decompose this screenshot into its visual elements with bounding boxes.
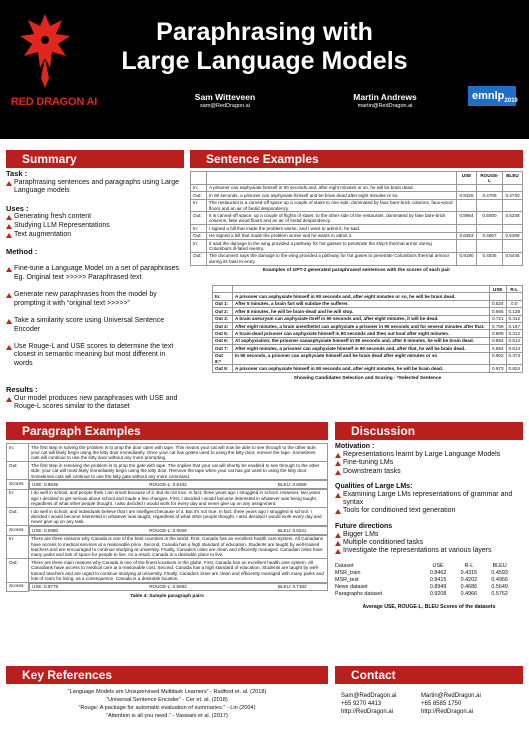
motivation-list	[335, 451, 523, 476]
bleu-score: 0.5445	[503, 252, 523, 265]
table-row	[335, 577, 515, 584]
scores-row	[7, 582, 328, 591]
row-label: Out:	[191, 232, 207, 239]
bleu-score	[503, 240, 523, 253]
row-text: The first step in solving the problem is to prop the door open with tape. This means your cat will now be able to see through to the other side; your cat will likely begin using the kitty door immediately. Once your cat has gotten used to using the kitty door, remove the tape. Sometimes cats will continue to use the kitty door without any more prompting.	[29, 444, 328, 462]
table-row	[213, 352, 523, 365]
row-text: He signed a bill that made the problem worse and he wants to admit it.	[207, 232, 457, 239]
use-score: USE: 0.9775	[32, 584, 59, 590]
bleu-score	[503, 225, 523, 232]
score-cell: 0.4966	[460, 591, 478, 598]
use-score: 0.8954	[457, 212, 477, 225]
row-label: In:	[191, 184, 207, 191]
table-header-row	[335, 563, 515, 570]
row-text: A brain aneurysm can asphyxiate itself in 90 seconds and, after eight minutes, it will be dead.	[233, 315, 490, 322]
uses-heading: Uses :	[6, 203, 29, 213]
score-cell: 0.4202	[460, 577, 478, 584]
bleu-score	[503, 199, 523, 212]
rouge-l-score: 0.0	[506, 300, 523, 307]
rouge-score: ROUGE-L: 0.6929	[149, 527, 187, 533]
column-header: R-L	[506, 286, 523, 293]
row-label: Out 1:	[213, 300, 233, 307]
row-text: I do well in school, and individuals believe that I am intelligent because of it. But it's not true. In fact, three years ago I struggled in school. I decided I would become interested in whatever was taught, regardless of what other people thought. I also decided I would work every day and never give up on any task.	[29, 508, 328, 526]
rouge-score: ROUGE-L: 0.6832	[149, 584, 187, 590]
rouge-score	[477, 184, 503, 191]
row-text: The first step in resolving the problem is to prop the gate with tape. The implies that your cat will shortly be enabled to see through to the other side; your cat will most likely immediately begin using the kitty door. Remove the tape when your cat has got used to using the kitty door. Sometimes cats will continue to use the kitty gate without any more command.	[29, 462, 328, 480]
dataset-name: News dataset	[335, 584, 368, 591]
column-header: ROUGE- L	[477, 172, 503, 185]
section-title: Summary	[22, 152, 77, 166]
row-label: In:	[191, 225, 207, 232]
method-list	[6, 257, 180, 377]
contact-email[interactable]: Martin@RedDragon.ai	[421, 693, 481, 699]
column-header	[233, 286, 490, 293]
list-item: Fine-tune a Language Model on a set of paraphrases Eg. Original text >>>>> Paraphrased text	[6, 265, 180, 282]
dataset-scores-table	[335, 563, 515, 598]
row-label: In:	[7, 489, 29, 507]
use-score	[457, 199, 477, 212]
use-score	[457, 225, 477, 232]
row-label: In:	[191, 240, 207, 253]
row-label: Scores:	[7, 582, 29, 591]
dataset-name: MSR_train	[335, 570, 361, 577]
section-title: Paragraph Examples	[22, 424, 141, 438]
rouge-l-score: 0.514	[506, 337, 523, 344]
use-score: USE: 0.9380	[32, 527, 59, 533]
reference-item: “Rouge: A package for automatic evaluation of summaries.” - Lin (2004)	[78, 705, 256, 711]
column-header: BLEU	[503, 172, 523, 185]
row-label: Out:	[7, 559, 29, 583]
row-label: Out 8:*	[213, 352, 233, 365]
paragraph-table-wrap	[6, 443, 328, 599]
list-item: Generating fresh content	[6, 213, 180, 222]
task-heading: Task :	[6, 169, 28, 178]
list-item: Downstream tasks	[335, 468, 523, 476]
contact-phone: +65 8585 1750	[421, 701, 462, 707]
contact-email[interactable]: Sam@RedDragon.ai	[341, 693, 397, 699]
row-text: The restaurant is a carved-off space up a couple of stairs to one side, dominated by faux bare-brick columns, faux-wood floors and an air of foetid despondency.	[207, 199, 457, 212]
score-cell: 0.4315	[460, 570, 478, 577]
contact-phone: +65 9270 4413	[341, 701, 382, 707]
score-cell: 0.4966	[491, 577, 508, 584]
score-cell: 0.4686	[460, 584, 478, 591]
table-row	[213, 300, 523, 307]
row-text: A prisoner can asphyxiate himself in 90 seconds and, after eight minutes, he will be brain dead.	[233, 365, 490, 372]
author-1	[165, 92, 285, 109]
score-cell: 0.5762	[491, 591, 508, 598]
row-label: In:	[191, 199, 207, 212]
use-score: 0.721	[490, 315, 507, 322]
conference-year: 2019	[504, 98, 518, 104]
method-heading: Method :	[6, 247, 38, 257]
section-summary	[6, 150, 184, 168]
section-paragraph-examples	[6, 422, 328, 440]
table-caption: Examples of GPT-2 generated paraphrased sentences with the scores of each pair	[262, 267, 451, 273]
qualities-heading: Qualities of Large LMs:	[335, 482, 413, 490]
row-label: Out 3:	[213, 315, 233, 322]
results-heading: Results :	[6, 385, 38, 395]
table-caption: Average USE, ROUGE-L, BLEU Scores of the datasets	[362, 604, 496, 611]
use-score	[457, 240, 477, 253]
table-row	[191, 184, 523, 191]
row-text: A prisoner can asphyxiate himself in 90 seconds and, after eight minutes or so, he will be brain dead.	[233, 293, 490, 300]
bleu-score: BLEU: 0.6221	[277, 527, 307, 533]
row-text: In 90 seconds, a prisoner can asphyxiate himself and be brain dead after eight minutes or so.	[207, 192, 457, 199]
score-cell: 0.4593	[491, 570, 508, 577]
author-2	[325, 92, 445, 109]
use-score	[490, 293, 507, 300]
row-label: Out 6:	[213, 337, 233, 344]
row-text: It said the damage to the wing provided a pathway for hot gasses to penetrate the ship's thermal armor during Columbia's ill-fated reentry.	[207, 240, 457, 253]
use-score: 0.9326	[457, 192, 477, 199]
row-text: After eight minutes, a prisoner can asphyxiate himself in 90 seconds and, after that, he will be brain dead.	[233, 345, 490, 352]
row-text: A prisoner can asphyxiate himself in 90 seconds and, after eight minutes or so, he will be brain dead.	[207, 184, 457, 191]
author-name: Sam Witteveen	[194, 92, 256, 102]
row-label: Scores:	[7, 526, 29, 535]
scores-cell	[29, 526, 328, 534]
row-label: Out:	[7, 508, 29, 526]
row-label: In:	[213, 293, 233, 300]
row-text: I signed a bill that made the problem worse, and I want to admit it, he said.	[207, 225, 457, 232]
author-email: martin@RedDragon.ai	[357, 103, 413, 109]
row-label: Scores:	[7, 480, 29, 489]
row-label: Out 2:	[213, 308, 233, 315]
row-text: There are three reasons why Canada is one of the best countries in the world. First, Canada has an excellent health care system. All Canadians have access to medical services at a reasonable price. Second, Canada has a high standard of education. Students are taught by well-trained teachers and are encouraged to continue studying at university. Finally, Canada's cities are clean and efficiently managed. Canadian cities have many parks and lots of space for people to live. As a result, Canada is a desirable place to live.	[29, 535, 328, 559]
paragraph-examples-table	[6, 443, 328, 592]
section-sentence-examples	[190, 150, 523, 168]
table-row	[213, 345, 523, 352]
rouge-l-score: 0.167	[506, 323, 523, 330]
table-caption: Table 4: Sample paragraph pairs	[130, 593, 204, 599]
use-score: 0.884	[490, 337, 507, 344]
row-text: The document says the damage to the wing provided a pathway for hot gases to penetrate Columbia's thermal armour during its fatal re-entry.	[207, 252, 457, 265]
use-score: 0.758	[490, 323, 507, 330]
discussion-content	[335, 443, 523, 612]
row-text: At asphyxiation, the prisoner canasphyxiate himself in 90 seconds and, after 8 minutes, he will be brain dead.	[233, 337, 490, 344]
table-row	[213, 365, 523, 372]
conference-name: emnlp	[472, 90, 505, 102]
use-score: 0.8363	[457, 232, 477, 239]
score-cell: 0.8462	[429, 570, 447, 577]
row-text: In 90 seconds, a prisoner can asphyxiate himself and be brain dead after eight minutes or so	[233, 352, 490, 365]
scores-row	[7, 526, 328, 535]
rouge-l-score: 0.473	[506, 352, 523, 365]
row-label: Out 5:	[213, 330, 233, 337]
list-item: Generate new paraphrases from the model by prompting it with “original text >>>>>”	[6, 291, 180, 308]
list-item: Investigate the representations at various layers	[335, 547, 523, 555]
table-header-row	[191, 172, 523, 185]
table-row	[7, 508, 328, 526]
poster-title	[0, 18, 529, 76]
scores-cell	[29, 583, 328, 591]
use-score: 0.902	[490, 352, 507, 365]
column-header	[191, 172, 207, 185]
scores-cell	[29, 480, 328, 488]
candidate-scores-table	[212, 285, 523, 373]
row-text: A brain-dead prisoner can asphyxiate himself in 90 seconds and then out loud after eight minutes.	[233, 330, 490, 337]
rouge-l-score: 0.824	[506, 365, 523, 372]
table-row	[7, 559, 328, 583]
bleu-score: 0.5299	[503, 232, 523, 239]
row-label: Out:	[7, 462, 29, 480]
rouge-l-score: 0.138	[506, 308, 523, 315]
use-score: 0.884	[490, 345, 507, 352]
uses-list	[6, 213, 180, 239]
list-item: Use Rouge-L and USE scores to determine the text closest in semantic meaning but most different in words	[6, 343, 180, 369]
reference-item: “Universal Sentence Encoder” - Cer et. al. (2018)	[106, 697, 228, 703]
bleu-score: BLEU: 0.6058	[277, 481, 307, 487]
author-name: Martin Andrews	[353, 92, 417, 102]
contact-col-2	[421, 692, 517, 716]
list-item: Fine-tuning LMs	[335, 459, 523, 467]
bleu-score	[503, 184, 523, 191]
reference-item: “Attention is all you need.” - Vaswani et al. (2017)	[106, 713, 228, 719]
table-row	[213, 330, 523, 337]
table-row	[213, 323, 523, 330]
author-email: sam@RedDragon.ai	[200, 103, 250, 109]
score-cell: 0.5649	[491, 584, 508, 591]
column-header: Dataset	[335, 563, 354, 570]
section-title: Sentence Examples	[206, 152, 319, 166]
rouge-score	[477, 240, 503, 253]
row-text: After 5 minutes, a brain fart will subdue the sufferer.	[233, 300, 490, 307]
row-text: It is carved-off space, up a couple of flights of stairs, to the other side of the restaurant, dominated by fake bare-brick columns, fake wood floors and an air of foetid despondency.	[207, 212, 457, 225]
contact-website[interactable]: http://RedDragon.ai	[421, 709, 474, 715]
references-list	[6, 688, 328, 720]
section-title: Key References	[22, 668, 113, 682]
list-item: Our model produces new paraphrases with USE and Rouge-L scores similar to the dataset	[6, 395, 180, 412]
rouge-score: 0.4667	[477, 232, 503, 239]
row-label: In:	[7, 535, 29, 559]
sentence-table-2-wrap	[212, 285, 523, 381]
row-label: Out:	[191, 212, 207, 225]
rouge-l-score: 0.412	[506, 315, 523, 322]
table-row	[191, 225, 523, 232]
score-cell: 0.8415	[429, 577, 447, 584]
rouge-score	[477, 199, 503, 212]
table-row	[335, 591, 515, 598]
column-header: R-L	[464, 563, 474, 570]
use-score	[457, 184, 477, 191]
dataset-name: MSR_test	[335, 577, 359, 584]
table-header-row	[213, 286, 523, 293]
table-row	[335, 584, 515, 591]
use-score: 0.565	[490, 308, 507, 315]
sentence-scores-table	[190, 171, 523, 266]
sentence-table-1-wrap	[190, 171, 523, 273]
use-score: 0.809	[490, 330, 507, 337]
poster-header	[0, 0, 529, 139]
row-label: Out:	[191, 252, 207, 265]
column-header: BLEU	[492, 563, 507, 570]
list-item: Take a similarity score using Universal Sentence Encoder	[6, 317, 180, 334]
scores-row	[7, 480, 328, 489]
list-item: Tools for conditioned text generation	[335, 507, 523, 515]
section-key-references	[6, 666, 328, 684]
rouge-l-score: 0.514	[506, 345, 523, 352]
table-row	[191, 199, 523, 212]
table-row	[191, 212, 523, 225]
future-heading: Future directions	[335, 522, 393, 530]
list-item: Bigger LMs	[335, 531, 523, 539]
table-row	[191, 240, 523, 253]
table-row	[213, 315, 523, 322]
table-row	[335, 570, 515, 577]
score-cell: 0.8949	[429, 584, 447, 591]
row-label: Out 4:	[213, 323, 233, 330]
motivation-heading: Motivation :	[335, 443, 375, 450]
column-header: USE	[457, 172, 477, 185]
bleu-score: 0.5348	[503, 212, 523, 225]
title-line-1: Paraphrasing with	[156, 18, 373, 46]
row-label: Out:	[191, 192, 207, 199]
rouge-l-score	[506, 293, 523, 300]
row-text: I do well in school, and people think I am smart because of it. But its not true. In fact, three years ago I struggled in school. However, two years ago I decided to get serious about school and made a few changes. First, I decided I would become interested in whatever was being taught, regardless of what other people thought. I also decided I would work for every day and never give up on any assignment.	[29, 489, 328, 507]
use-score: 0.973	[490, 365, 507, 372]
title-line-2: Large Language Models	[121, 47, 408, 75]
score-cell: 0.9208	[429, 591, 447, 598]
qualities-list	[335, 491, 523, 516]
rouge-score: 0.4706	[477, 192, 503, 199]
section-contact	[335, 666, 523, 684]
section-title: Discussion	[351, 424, 416, 438]
list-item: Examining Large LMs representations of grammar and syntax	[335, 491, 523, 507]
results-list	[6, 395, 180, 412]
section-title: Contact	[351, 668, 396, 682]
reference-item: “Language Models are Unsupervised Multitask Learners” - Radford et. al. (2018)	[67, 689, 267, 695]
row-label: In:	[7, 444, 29, 462]
table-row	[7, 489, 328, 507]
conference-badge	[468, 86, 516, 106]
column-header: USE	[490, 286, 507, 293]
rouge-score: 0.4545	[477, 252, 503, 265]
dataset-name: Paragraphs dataset	[335, 591, 383, 598]
rouge-score	[477, 225, 503, 232]
logo-text: RED DRAGON AI	[10, 96, 98, 108]
list-item: Multiple conditioned tasks	[335, 539, 523, 547]
bleu-score: BLEU: 0.7182	[277, 584, 307, 590]
rouge-score: 0.5000	[477, 212, 503, 225]
list-item: Studying LLM Representations	[6, 222, 180, 231]
table-row	[213, 337, 523, 344]
rouge-l-score: 0.312	[506, 330, 523, 337]
use-score: USE: 0.8635	[32, 481, 59, 487]
table-row	[7, 535, 328, 559]
column-header	[207, 172, 457, 185]
list-item: Representations learnt by Large Language Models	[335, 451, 523, 459]
table-row	[191, 252, 523, 265]
rouge-score: ROUGE-L: 0.6102	[149, 481, 187, 487]
table-caption: Showing Candidates Selection and Scoring - *Selected Sentence	[293, 375, 442, 381]
list-item: Text augmentation	[6, 231, 180, 240]
table-row	[213, 308, 523, 315]
column-header	[213, 286, 233, 293]
section-discussion	[335, 422, 523, 440]
use-score: 0.524	[490, 300, 507, 307]
table-row	[213, 293, 523, 300]
bleu-score: 0.4730	[503, 192, 523, 199]
use-score: 0.9190	[457, 252, 477, 265]
table-row	[191, 232, 523, 239]
contact-col-1	[341, 692, 421, 716]
row-label: Out 7:	[213, 345, 233, 352]
table-row	[7, 462, 328, 480]
list-item: Paraphrasing sentences and paragraphs using Large Language models	[6, 179, 180, 196]
summary-content	[6, 170, 180, 412]
row-text: There are three main reasons why Canada is one of the finest locations in the globe. First, Canada has an excellent health care system. All Canadians have access to medical care at a reasonable cost. Second, Canada has a high standard of education. Students are taught by well-trained teachers and are urged to continue studying at university. Finally, Canada's cities are clean and efficiently managed with many parks and lots of room for living, as a consequence, Canada is a desirable location.	[29, 559, 328, 583]
row-text: After 8 minutes, he will be brain-dead and he will stop.	[233, 308, 490, 315]
row-text: After eight minutes, a brain anesthetist can asphyxiate a prisoner in 90 seconds and for several minutes after that.	[233, 323, 490, 330]
table-row	[7, 444, 328, 462]
future-list	[335, 531, 523, 556]
task-list	[6, 179, 180, 196]
row-label: Out 9:	[213, 365, 233, 372]
table-row	[191, 192, 523, 199]
column-header: USE	[432, 563, 444, 570]
contact-website[interactable]: http://RedDragon.ai	[341, 709, 394, 715]
